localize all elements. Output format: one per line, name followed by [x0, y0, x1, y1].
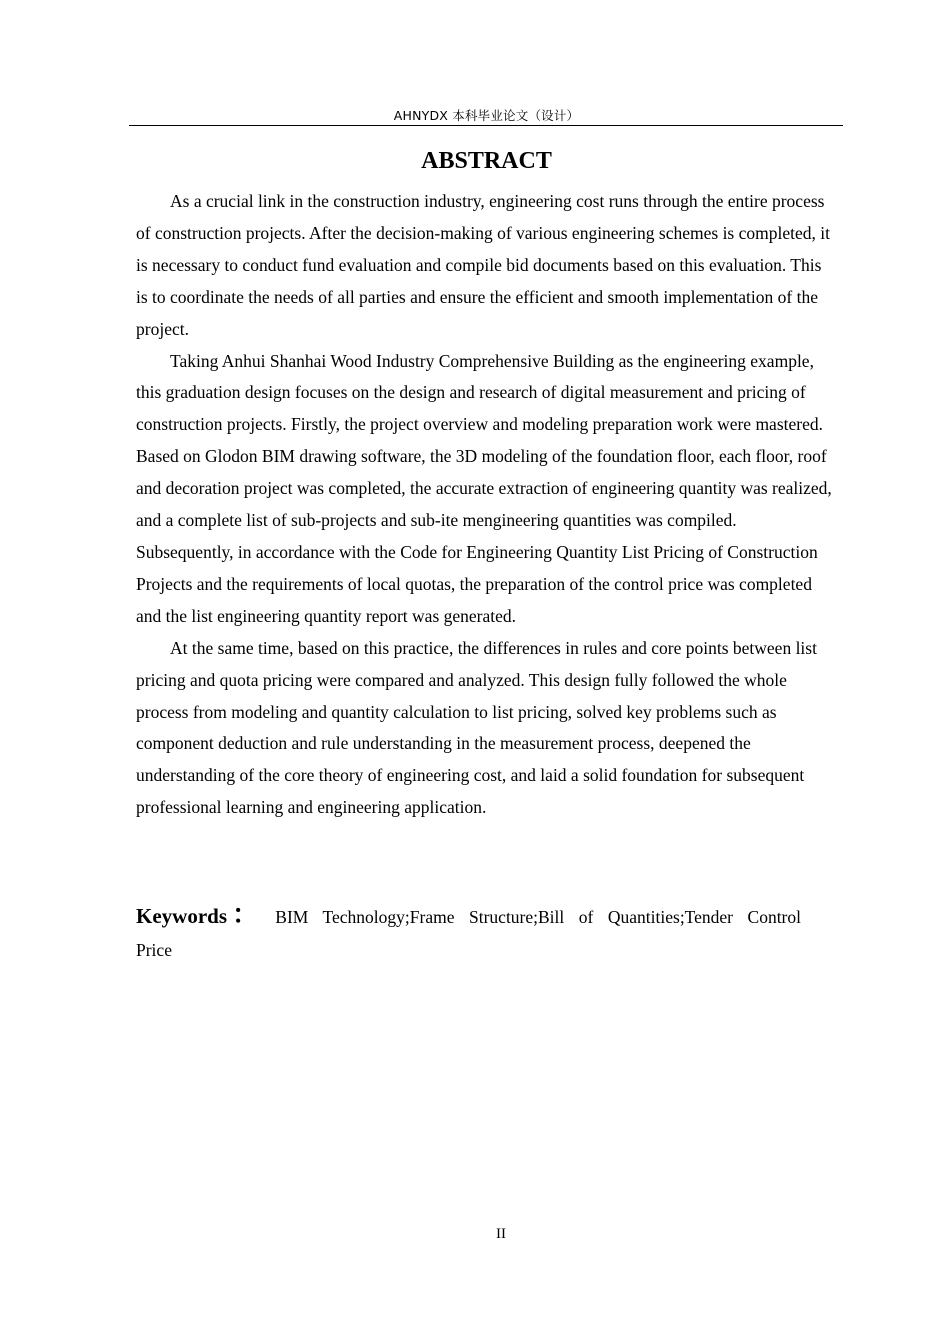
keywords-text: BIM Technology;Frame Structure;Bill of Quantities;Tender Control Price — [136, 907, 801, 960]
abstract-paragraph-3: At the same time, based on this practice, the differences in rules and core points between list pricing and quota pricing were compared and analyzed. This design fully followed the whole process from modeling and quantity calculation to list pricing, solved key problems such as component deduction and rule understanding in the measurement process, deepened the understanding of the core theory of engineering cost, and laid a solid foundation for subsequent professional learning and engineering application. — [136, 637, 817, 818]
abstract-body — [136, 186, 837, 824]
keywords-line — [136, 898, 801, 967]
header-rule — [129, 125, 843, 126]
running-header: AHNYDX 本科毕业论文（设计） — [393, 108, 580, 123]
abstract-title: ABSTRACT — [421, 148, 552, 174]
abstract-paragraph-1: As a crucial link in the construction industry, engineering cost runs through the entire process of construction projects. After the decision-making of various engineering schemes is completed, it is necessary to conduct fund evaluation and compile bid documents based on this evaluation. This is to coordinate the needs of all parties and ensure the efficient and smooth implementation of the project. — [136, 191, 830, 339]
page-number: II — [496, 1226, 506, 1242]
abstract-paragraph-2: Taking Anhui Shanhai Wood Industry Comprehensive Building as the engineering example, this graduation design focuses on the design and research of digital measurement and pricing of construction projects. Firstly, the project overview and modeling preparation work were mastered. Based on Glodon BIM drawing software, the 3D modeling of the foundation floor, each floor, roof and decoration project was completed, the accurate extraction of engineering quantity was realized, and a complete list of sub-projects and sub-ite mengineering quantities was compiled. Subsequently, in accordance with the Code for Engineering Quantity List Pricing of Construction Projects and the requirements of local quotas, the preparation of the control price was completed and the list engineering quantity report was generated. — [136, 350, 832, 626]
keywords-label: Keywords — [136, 904, 227, 928]
keywords-colon: ： — [227, 900, 264, 929]
